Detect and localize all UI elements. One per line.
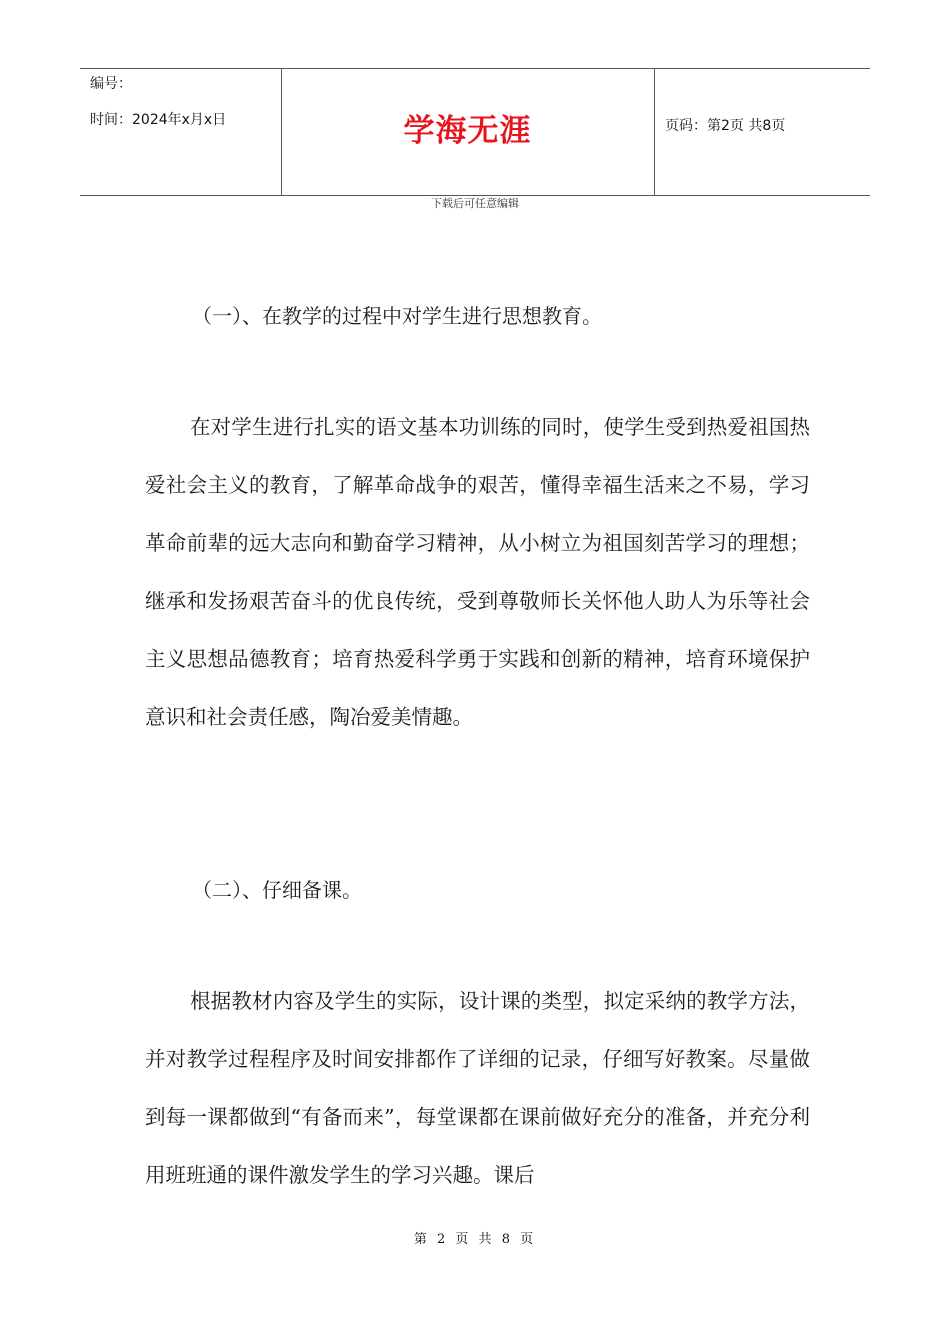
section-heading-1: （一）、在教学的过程中对学生进行思想教育。 [192, 304, 602, 328]
document-time-label: 时间：2024年x月x日 [90, 112, 227, 128]
section-heading-2: （二）、仔细备课。 [192, 878, 362, 902]
page-number-label: 页码：第2页 共8页 [665, 118, 786, 134]
paragraph-2: 根据教材内容及学生的实际，设计课的类型，拟定采纳的教学方法，并对教学过程程序及时间安排都作了详细的记录，仔细写好教案。尽量做到每一课都做到“有备而来”，每堂课都在课前做好充分的准备，并充分利用班班通的课件激发学生的学习兴趣。课后 [145, 989, 810, 1187]
header-brand-cell [281, 69, 655, 195]
page-footer: 第 2 页 共 8 页 [413, 1232, 537, 1247]
paragraph-1: 在对学生进行扎实的语文基本功训练的同时，使学生受到热爱祖国热爱社会主义的教育，了解革命战争的艰苦，懂得幸福生活来之不易，学习革命前辈的远大志向和勤奋学习精神，从小树立为祖国刻苦学习的理想；继承和发扬艰苦奋斗的优良传统，受到尊敬师长关怀他人助人为乐等社会主义思想品德教育；培育热爱科学勇于实践和创新的精神，培育环境保护意识和社会责任感，陶冶爱美情趣。 [145, 415, 810, 729]
brand-title: 学海无涯 [403, 113, 532, 149]
document-number-label: 编号： [90, 76, 132, 92]
header-left-cell [80, 69, 282, 195]
page-header [80, 68, 870, 196]
header-right-cell [655, 69, 870, 195]
edit-note: 下载后可任意编辑 [431, 197, 519, 210]
